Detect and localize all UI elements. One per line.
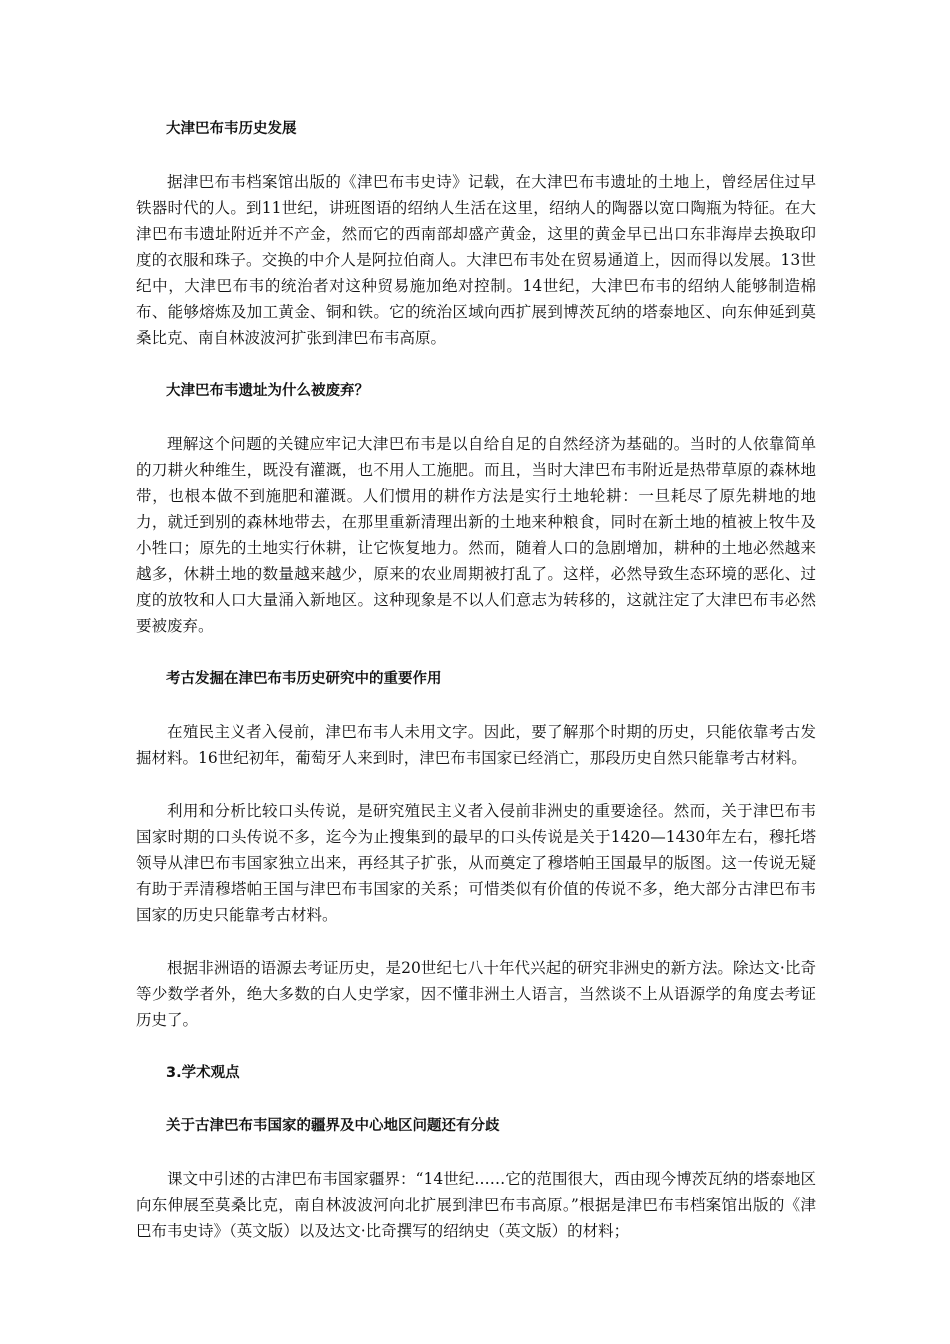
- document-page: [136, 116, 816, 1244]
- paragraph-borders: 课文中引述的古津巴布韦国家疆界：“14世纪……它的范围很大，西由现今博茨瓦纳的塔泰地区向东伸展至莫桑比克，南自林波波河向北扩展到津巴布韦高原。”根据是津巴布韦档案馆出版的《津巴布韦史诗》（英文版）以及达文·比奇撰写的绍纳史（英文版）的材料；: [136, 1170, 816, 1240]
- paragraph-abandonment: 理解这个问题的关键应牢记大津巴布韦是以自给自足的自然经济为基础的。当时的人依靠简单的刀耕火种维生，既没有灌溉，也不用人工施肥。而且，当时大津巴布韦附近是热带草原的森林地带，也根本做不到施肥和灌溉。人们惯用的耕作方法是实行土地轮耕：一旦耗尽了原先耕地的地力，就迁到别的森林地带去，在那里重新清理出新的土地来种粮食，同时在新土地的植被上牧牛及小牲口；原先的土地实行休耕，让它恢复地力。然而，随着人口的急剧增加，耕种的土地必然越来越多，休耕土地的数量越来越少，原来的农业周期被打乱了。这样，必然导致生态环境的恶化、过度的放牧和人口大量涌入新地区。这种现象是不以人们意志为转移的，这就注定了大津巴布韦必然要被废弃。: [136, 435, 816, 635]
- paragraph-history: 据津巴布韦档案馆出版的《津巴布韦史诗》记载，在大津巴布韦遗址的土地上，曾经居住过早铁器时代的人。到11世纪，讲班图语的绍纳人生活在这里，绍纳人的陶器以宽口陶瓶为特征。在大津巴布韦遗址附近并不产金，然而它的西南部却盛产黄金，这里的黄金早已出口东非海岸去换取印度的衣服和珠子。交换的中介人是阿拉伯商人。大津巴布韦处在贸易通道上，因而得以发展。13世纪中，大津巴布韦的统治者对这种贸易施加绝对控制。14世纪，大津巴布韦的绍纳人能够制造棉布、能够熔炼及加工黄金、铜和铁。它的统治区域向西扩展到博茨瓦纳的塔泰地区、向东伸延到莫桑比克、南自林波波河扩张到津巴布韦高原。: [136, 173, 816, 347]
- section-heading-history: 大津巴布韦历史发展: [166, 121, 297, 137]
- paragraph-archaeology-3: 根据非洲语的语源去考证历史，是20世纪七八十年代兴起的研究非洲史的新方法。除达文·比奇等少数学者外，绝大多数的白人史学家，因不懂非洲土人语言，当然谈不上从语源学的角度去考证历史了。: [136, 959, 816, 1029]
- paragraph-archaeology-2: 利用和分析比较口头传说，是研究殖民主义者入侵前非洲史的重要途径。然而，关于津巴布韦国家时期的口头传说不多，迄今为止搜集到的最早的口头传说是关于1420—1430年左右，穆托塔领导从津巴布韦国家独立出来，再经其子扩张，从而奠定了穆塔帕王国最早的版图。这一传说无疑有助于弄清穆塔帕王国与津巴布韦国家的关系；可惜类似有价值的传说不多，绝大部分古津巴布韦国家的历史只能靠考古材料。: [136, 802, 816, 924]
- section-heading-borders: 关于古津巴布韦国家的疆界及中心地区问题还有分歧: [166, 1118, 500, 1134]
- section-heading-abandonment: 大津巴布韦遗址为什么被废弃？: [166, 383, 369, 399]
- section-heading-archaeology: 考古发掘在津巴布韦历史研究中的重要作用: [166, 671, 442, 687]
- paragraph-archaeology-1: 在殖民主义者入侵前，津巴布韦人未用文字。因此，要了解那个时期的历史，只能依靠考古发掘材料。16世纪初年，葡萄牙人来到时，津巴布韦国家已经消亡，那段历史自然只能靠考古材料。: [136, 723, 816, 767]
- section-heading-academic-views: 3.学术观点: [166, 1065, 240, 1081]
